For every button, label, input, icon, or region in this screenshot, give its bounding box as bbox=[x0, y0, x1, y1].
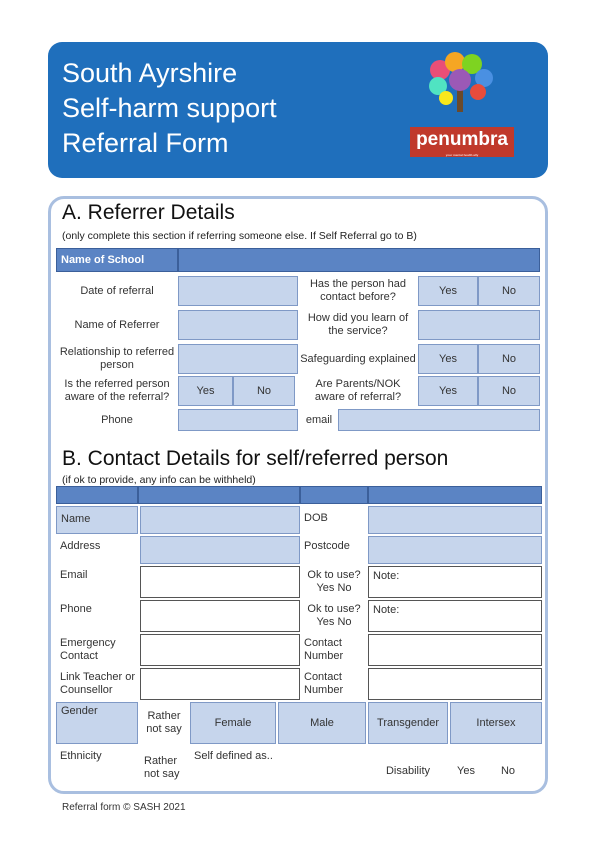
email-field[interactable] bbox=[338, 409, 540, 431]
link-teacher-field[interactable] bbox=[140, 668, 300, 700]
phone-note-field[interactable] bbox=[368, 600, 542, 632]
parents-aware-label: Are Parents/NOK aware of referral? bbox=[314, 378, 402, 403]
header-cell-2 bbox=[138, 486, 300, 504]
address-field[interactable] bbox=[140, 536, 300, 564]
dob-label: DOB bbox=[304, 512, 328, 524]
has-contact-label: Has the person had contact before? bbox=[309, 278, 406, 303]
penumbra-logo: penumbra your mental health ally bbox=[410, 127, 514, 157]
section-a-title: A. Referrer Details bbox=[62, 201, 235, 224]
gender-label: Gender bbox=[56, 702, 138, 744]
parents-aware-yes[interactable]: Yes bbox=[418, 376, 478, 406]
name-label: Name bbox=[56, 506, 138, 534]
section-a-note: (only complete this section if referring someone else. If Self Referral go to B) bbox=[62, 230, 417, 242]
ethnicity-rather-not-say[interactable]: Rather not say bbox=[144, 755, 180, 780]
how-learn-label: How did you learn of the service? bbox=[307, 312, 409, 337]
header-cell-4 bbox=[368, 486, 542, 504]
postcode-label: Postcode bbox=[304, 540, 350, 552]
email-note-field[interactable] bbox=[368, 566, 542, 598]
ethnicity-self-defined[interactable]: Self defined as.. bbox=[194, 750, 273, 762]
name-of-school-field[interactable] bbox=[178, 248, 540, 272]
safeguarding-no[interactable]: No bbox=[478, 344, 540, 374]
gender-transgender[interactable]: Transgender bbox=[368, 702, 448, 744]
name-of-school-label: Name of School bbox=[56, 248, 178, 272]
name-of-referrer-label: Name of Referrer bbox=[74, 318, 160, 331]
header-cell-3 bbox=[300, 486, 368, 504]
contact-email-field[interactable] bbox=[140, 566, 300, 598]
email-label: email bbox=[305, 413, 333, 426]
disability-yes[interactable]: Yes bbox=[457, 765, 475, 777]
date-of-referral-label: Date of referral bbox=[80, 284, 154, 297]
note-label: Note: bbox=[373, 604, 400, 616]
emergency-contact-number-field[interactable] bbox=[368, 634, 542, 666]
emergency-contact-number-label: Contact Number bbox=[304, 637, 344, 662]
safeguarding-yes[interactable]: Yes bbox=[418, 344, 478, 374]
is-aware-yes[interactable]: Yes bbox=[178, 376, 233, 406]
how-learn-field[interactable] bbox=[418, 310, 540, 340]
postcode-field[interactable] bbox=[368, 536, 542, 564]
yes-no-label: Yes No bbox=[316, 582, 352, 594]
is-aware-label: Is the referred person aware of the referral? bbox=[64, 378, 170, 403]
contact-phone-label: Phone bbox=[60, 603, 92, 615]
link-teacher-number-label: Contact Number bbox=[304, 671, 344, 696]
gender-rather-not-say[interactable]: Rather not say bbox=[146, 710, 182, 735]
name-of-referrer-field[interactable] bbox=[178, 310, 298, 340]
header-cell-1 bbox=[56, 486, 138, 504]
parents-aware-no[interactable]: No bbox=[478, 376, 540, 406]
emergency-contact-field[interactable] bbox=[140, 634, 300, 666]
contact-phone-field[interactable] bbox=[140, 600, 300, 632]
tree-logo-icon bbox=[420, 50, 500, 116]
relationship-label: Relationship to referred person bbox=[59, 346, 175, 371]
link-teacher-label: Link Teacher or Counsellor bbox=[60, 671, 136, 696]
phone-ok-to-use[interactable] bbox=[300, 600, 368, 632]
gender-female[interactable]: Female bbox=[190, 702, 276, 744]
section-b-note: (if ok to provide, any info can be withheld) bbox=[62, 474, 256, 486]
disability-label: Disability bbox=[385, 765, 430, 777]
section-b-title: B. Contact Details for self/referred person bbox=[62, 447, 449, 470]
ok-to-use-label: Ok to use? bbox=[307, 569, 361, 581]
gender-male[interactable]: Male bbox=[278, 702, 366, 744]
phone-label: Phone bbox=[101, 413, 133, 426]
link-teacher-number-field[interactable] bbox=[368, 668, 542, 700]
has-contact-yes[interactable]: Yes bbox=[418, 276, 478, 306]
is-aware-no[interactable]: No bbox=[233, 376, 295, 406]
ethnicity-label: Ethnicity bbox=[60, 750, 102, 762]
emergency-contact-label: Emergency Contact bbox=[60, 637, 116, 662]
footer-text: Referral form © SASH 2021 bbox=[62, 802, 186, 813]
name-field[interactable] bbox=[140, 506, 300, 534]
email-ok-to-use[interactable] bbox=[300, 566, 368, 598]
dob-field[interactable] bbox=[368, 506, 542, 534]
safeguarding-label: Safeguarding explained bbox=[300, 352, 416, 365]
relationship-field[interactable] bbox=[178, 344, 298, 374]
disability-no[interactable]: No bbox=[500, 765, 516, 777]
phone-field[interactable] bbox=[178, 409, 298, 431]
address-label: Address bbox=[60, 540, 101, 552]
date-of-referral-field[interactable] bbox=[178, 276, 298, 306]
contact-email-label: Email bbox=[60, 569, 88, 581]
has-contact-no[interactable]: No bbox=[478, 276, 540, 306]
note-label: Note: bbox=[373, 570, 400, 582]
ok-to-use-label: Ok to use? bbox=[307, 603, 361, 615]
yes-no-label: Yes No bbox=[316, 616, 352, 628]
page-title: South Ayrshire Self-harm support Referral Form bbox=[62, 58, 277, 158]
gender-intersex[interactable]: Intersex bbox=[450, 702, 542, 744]
